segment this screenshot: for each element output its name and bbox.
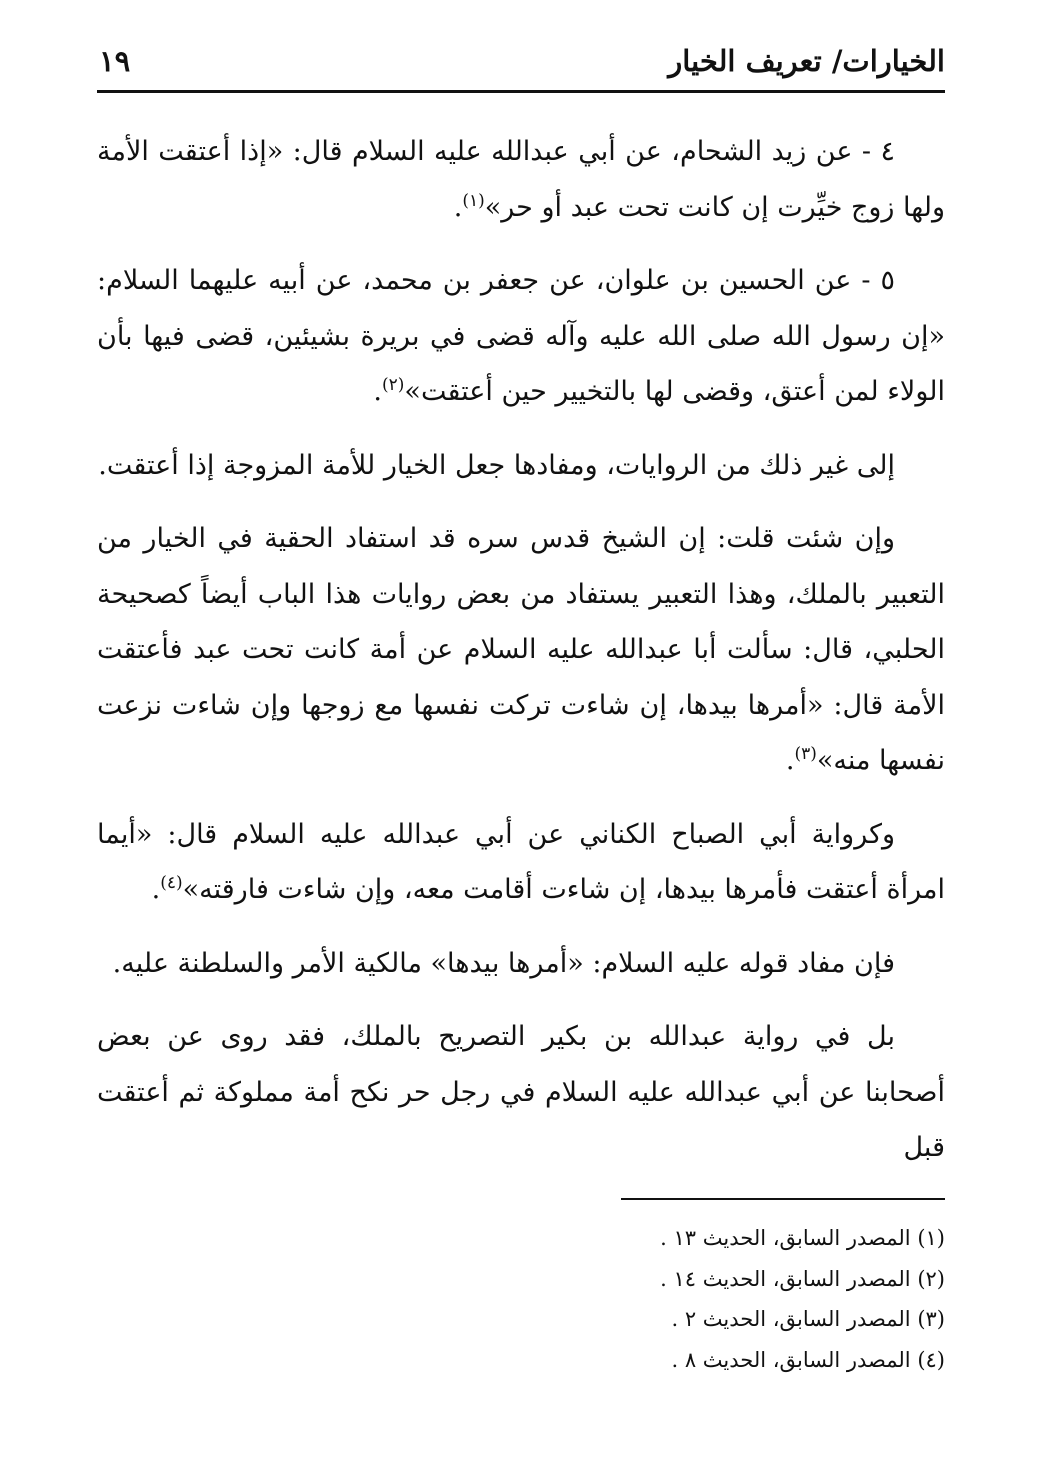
- paragraph-sahiha-halabi: [97, 511, 945, 789]
- footnote-1: (١) المصدر السابق، الحديث ١٣ .: [660, 1226, 945, 1250]
- footnote-3: (٣) المصدر السابق، الحديث ٢ .: [671, 1307, 945, 1331]
- paragraph-text: فإن مفاد قوله عليه السلام: «أمرها بيدها» مالكية الأمر والسلطنة عليه.: [112, 947, 895, 979]
- footnote-ref: (١): [462, 190, 485, 211]
- paragraph-end: .: [453, 191, 463, 223]
- footnotes: [500, 1218, 945, 1380]
- paragraph-ibn-bukayr: [97, 1009, 945, 1176]
- paragraph-text: وإن شئت قلت: إن الشيخ قدس سره قد استفاد الحقية في الخيار من التعبير بالملك، وهذا التعبير يستفاد من بعض روايات هذا الباب أيضاً كصحيحة الحلبي، قال: سألت أبا عبدالله عليه السلام عن أمة كانت تحت عبد فأعتقت الأمة قال: «أمرها بيدها، إن شاءت تركت نفسها مع زوجها وإن شاءت نزعت نفسها منه»: [97, 523, 945, 776]
- paragraph-kinani: [97, 807, 945, 918]
- running-title: الخيارات/ تعريف الخيار: [668, 44, 945, 78]
- paragraph-mufad: [97, 936, 945, 992]
- paragraph-text: ٥ - عن الحسين بن علوان، عن جعفر بن محمد، عن أبيه عليهما السلام: «إن رسول الله صلى الله عليه وآله قضى في بريرة بشيئين، قضى فيها بأن الولاء لمن أعتق، وقضى لها بالتخيير حين أعتقت»: [97, 265, 945, 407]
- body-text: [97, 124, 945, 1194]
- paragraph-text: وكرواية أبي الصباح الكناني عن أبي عبدالله عليه السلام قال: «أيما امرأة أعتقت فأمرها بيدها، إن شاءت أقامت معه، وإن شاءت فارقته»: [97, 818, 945, 905]
- paragraph-end: .: [151, 874, 161, 905]
- paragraph-hadith-5: [97, 253, 945, 420]
- paragraph-text: ٤ - عن زيد الشحام، عن أبي عبدالله عليه السلام قال: «إذا أعتقت الأمة ولها زوج خيِّرت إن كانت تحت عبد أو حر»: [97, 136, 945, 223]
- paragraph-text: إلى غير ذلك من الروايات، ومفادها جعل الخيار للأمة المزوجة إذا أعتقت.: [98, 449, 895, 481]
- footnote-ref: (٣): [794, 744, 817, 764]
- paragraph-end: .: [785, 745, 795, 776]
- header-rule: [97, 90, 945, 93]
- footnote-4: (٤) المصدر السابق، الحديث ٨ .: [671, 1347, 945, 1372]
- page-number: ١٩: [99, 44, 131, 78]
- paragraph-text: بل في رواية عبدالله بن بكير التصريح بالملك، فقد روى عن بعض أصحابنا عن أبي عبدالله عليه السلام في رجل حر نكح أمة مملوكة ثم أعتقت قبل: [97, 1021, 945, 1163]
- paragraph-hadith-4: [97, 124, 945, 235]
- footnote-ref: (٤): [160, 873, 183, 893]
- page-header: [97, 40, 945, 84]
- paragraph-summary: [97, 438, 945, 494]
- paragraph-end: .: [373, 376, 382, 407]
- footnote-ref: (٢): [382, 375, 405, 395]
- footnote-rule: [621, 1198, 945, 1200]
- footnote-2: (٢) المصدر السابق، الحديث ١٤ .: [660, 1266, 945, 1291]
